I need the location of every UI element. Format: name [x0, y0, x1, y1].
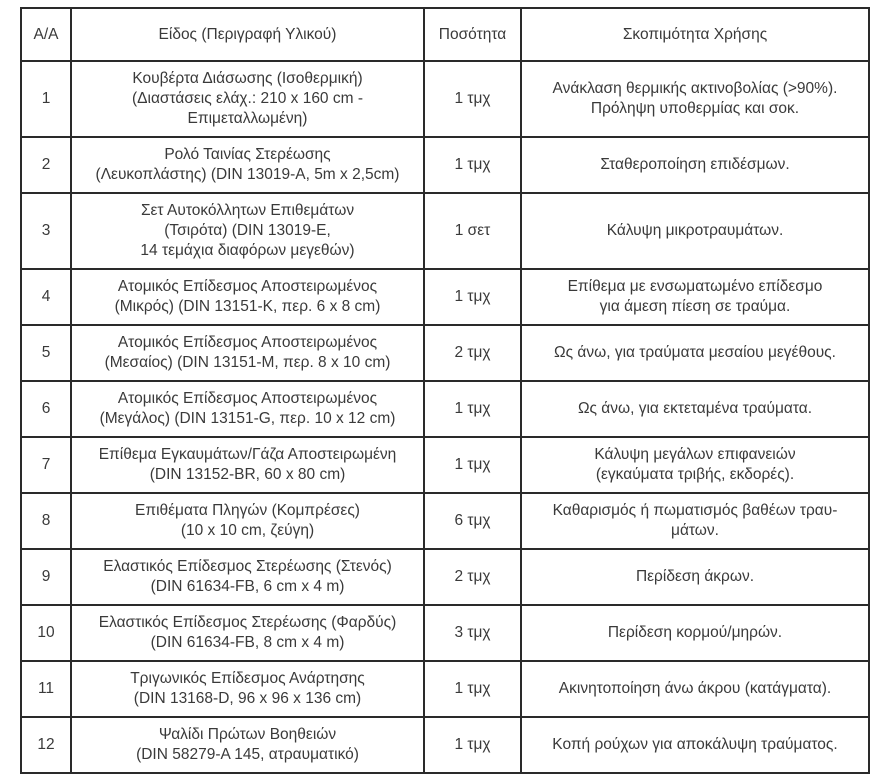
row-number-cell: 9 [21, 549, 71, 605]
cell-text-line: Ψαλίδι Πρώτων Βοηθειών [158, 726, 337, 743]
purpose-cell [521, 493, 869, 549]
table-row [21, 661, 869, 717]
item-description-cell [71, 269, 424, 325]
cell-text-line: Περίδεση κορμού/μηρών. [607, 624, 783, 641]
cell-text-line: Ρολό Ταινίας Στερέωσης [164, 146, 331, 163]
purpose-cell [521, 717, 869, 773]
purpose-cell [521, 605, 869, 661]
cell-text-line: Επίθεμα Εγκαυμάτων/Γάζα Αποστειρωμένη [98, 446, 397, 463]
item-description-cell [71, 381, 424, 437]
item-description-cell [71, 61, 424, 137]
purpose-cell [521, 437, 869, 493]
item-description-cell [71, 437, 424, 493]
cell-text-line: Ακινητοποίηση άνω άκρου (κατάγματα). [558, 680, 832, 697]
row-number-cell: 10 [21, 605, 71, 661]
table-row [21, 325, 869, 381]
quantity-cell: 6 τμχ [424, 493, 521, 549]
cell-text-line: (DIN 13152-BR, 60 x 80 cm) [149, 466, 346, 483]
table-row [21, 381, 869, 437]
row-number-cell: 3 [21, 193, 71, 269]
cell-text-line: Σετ Αυτοκόλλητων Επιθεμάτων [140, 202, 355, 219]
item-description-cell [71, 193, 424, 269]
purpose-cell [521, 381, 869, 437]
table-row [21, 493, 869, 549]
row-number-cell: 5 [21, 325, 71, 381]
table-row [21, 717, 869, 773]
cell-text-line: (DIN 61634-FB, 6 cm x 4 m) [150, 578, 345, 595]
table-row [21, 605, 869, 661]
cell-text-line: Κάλυψη μικροτραυμάτων. [606, 222, 784, 239]
table-row [21, 61, 869, 137]
cell-text-line: Ελαστικός Επίδεσμος Στερέωσης (Φαρδύς) [98, 614, 397, 631]
purpose-cell [521, 269, 869, 325]
cell-text-line: (DIN 61634-FB, 8 cm x 4 m) [150, 634, 345, 651]
row-number-cell: 4 [21, 269, 71, 325]
quantity-cell: 1 τμχ [424, 269, 521, 325]
table-header-row [21, 8, 869, 61]
table-body [21, 61, 869, 773]
cell-text-line: Σταθεροποίηση επιδέσμων. [600, 156, 790, 173]
quantity-cell: 1 τμχ [424, 717, 521, 773]
cell-text-line: Καθαρισμός ή πωματισμός βαθέων τραυ- [552, 502, 838, 519]
row-number-cell: 2 [21, 137, 71, 193]
cell-text-line: (Διαστάσεις ελάχ.: 210 x 160 cm - [131, 90, 363, 107]
cell-text-line: Ατομικός Επίδεσμος Αποστειρωμένος [117, 278, 378, 295]
quantity-cell: 1 τμχ [424, 137, 521, 193]
quantity-cell: 1 τμχ [424, 381, 521, 437]
cell-text-line: (DIN 13168-D, 96 x 96 x 136 cm) [133, 690, 362, 707]
quantity-cell: 2 τμχ [424, 325, 521, 381]
cell-text-line: μάτων. [671, 522, 719, 539]
cell-text-line: Ατομικός Επίδεσμος Αποστειρωμένος [117, 334, 378, 351]
cell-text-line: Επιθέματα Πληγών (Κομπρέσες) [135, 502, 360, 519]
item-description-cell [71, 605, 424, 661]
table-row [21, 137, 869, 193]
column-header-purpose: Σκοπιμότητα Χρήσης [521, 8, 869, 61]
cell-text-line: Κοπή ρούχων για αποκάλυψη τραύματος. [552, 736, 838, 753]
row-number-cell: 12 [21, 717, 71, 773]
row-number-cell: 8 [21, 493, 71, 549]
purpose-cell [521, 661, 869, 717]
purpose-cell [521, 137, 869, 193]
cell-text-line: Ατομικός Επίδεσμος Αποστειρωμένος [117, 390, 378, 407]
column-header-item: Είδος (Περιγραφή Υλικού) [71, 8, 424, 61]
cell-text-line: (Μεγάλος) (DIN 13151-G, περ. 10 x 12 cm) [99, 410, 396, 427]
cell-text-line: (Λευκοπλάστης) (DIN 13019-A, 5m x 2,5cm) [95, 166, 400, 183]
cell-text-line: Επιμεταλλωμένη) [187, 110, 308, 127]
item-description-cell [71, 137, 424, 193]
quantity-cell: 1 τμχ [424, 661, 521, 717]
item-description-cell [71, 493, 424, 549]
row-number-cell: 7 [21, 437, 71, 493]
cell-text-line: Ελαστικός Επίδεσμος Στερέωσης (Στενός) [103, 558, 392, 575]
quantity-cell: 1 σετ [424, 193, 521, 269]
row-number-cell: 1 [21, 61, 71, 137]
first-aid-kit-contents-table [20, 7, 870, 774]
cell-text-line: Κουβέρτα Διάσωσης (Ισοθερμική) [132, 70, 363, 87]
cell-text-line: (10 x 10 cm, ζεύγη) [180, 522, 315, 539]
table-row [21, 549, 869, 605]
cell-text-line: Ως άνω, για τραύματα μεσαίου μεγέθους. [554, 344, 836, 361]
cell-text-line: Ανάκλαση θερμικής ακτινοβολίας (>90%). [552, 80, 838, 97]
cell-text-line: Κάλυψη μεγάλων επιφανειών [594, 446, 796, 463]
cell-text-line: Ως άνω, για εκτεταμένα τραύματα. [577, 400, 813, 417]
cell-text-line: (Μεσαίος) (DIN 13151-M, περ. 8 x 10 cm) [104, 354, 391, 371]
cell-text-line: (Μικρός) (DIN 13151-K, περ. 6 x 8 cm) [114, 298, 381, 315]
column-header-index: Α/Α [21, 8, 71, 61]
cell-text-line: (εγκαύματα τριβής, εκδορές). [595, 466, 795, 483]
purpose-cell [521, 61, 869, 137]
cell-text-line: για άμεση πίεση σε τραύμα. [599, 298, 791, 315]
row-number-cell: 11 [21, 661, 71, 717]
item-description-cell [71, 549, 424, 605]
cell-text-line: Περίδεση άκρων. [635, 568, 755, 585]
item-description-cell [71, 661, 424, 717]
cell-text-line: (Τσιρότα) (DIN 13019-E, [164, 222, 331, 239]
quantity-cell: 1 τμχ [424, 437, 521, 493]
table-row [21, 269, 869, 325]
purpose-cell [521, 325, 869, 381]
quantity-cell: 3 τμχ [424, 605, 521, 661]
cell-text-line: (DIN 58279-A 145, ατραυματικό) [136, 746, 359, 763]
quantity-cell: 2 τμχ [424, 549, 521, 605]
cell-text-line: Τριγωνικός Επίδεσμος Ανάρτησης [130, 670, 365, 687]
table-row [21, 193, 869, 269]
purpose-cell [521, 193, 869, 269]
cell-text-line: Πρόληψη υποθερμίας και σοκ. [590, 100, 800, 117]
table-row [21, 437, 869, 493]
row-number-cell: 6 [21, 381, 71, 437]
column-header-quantity: Ποσότητα [424, 8, 521, 61]
quantity-cell: 1 τμχ [424, 61, 521, 137]
cell-text-line: Επίθεμα με ενσωματωμένο επίδεσμο [567, 278, 823, 295]
item-description-cell [71, 717, 424, 773]
purpose-cell [521, 549, 869, 605]
cell-text-line: 14 τεμάχια διαφόρων μεγεθών) [140, 242, 355, 259]
item-description-cell [71, 325, 424, 381]
